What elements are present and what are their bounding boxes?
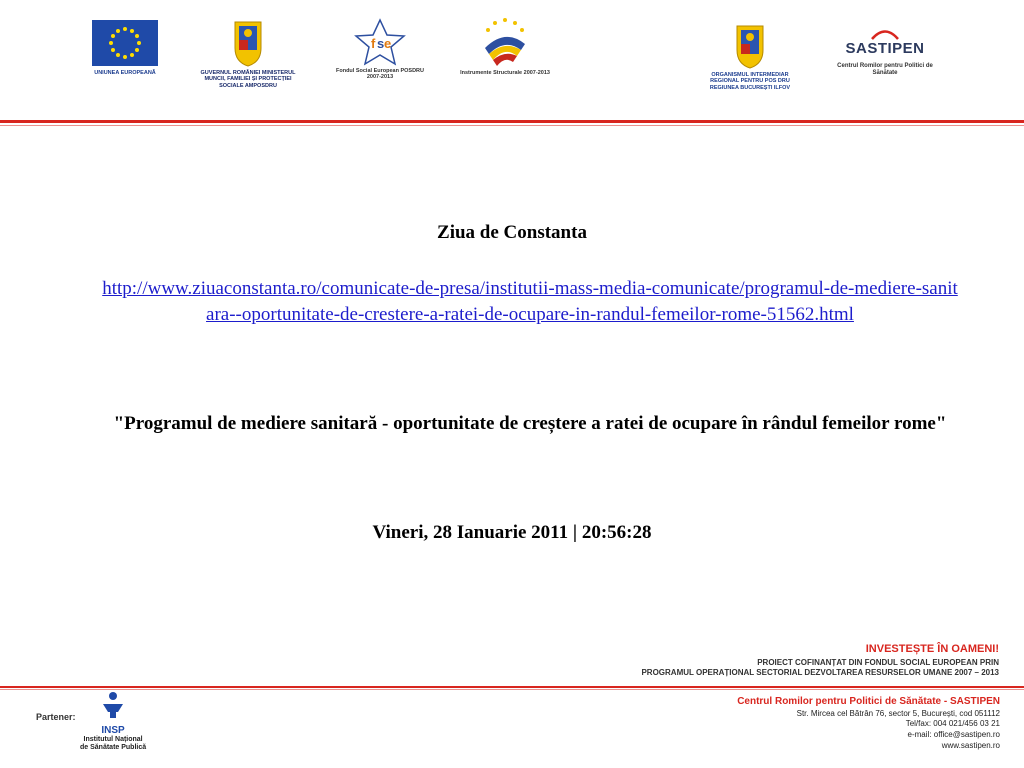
fse-star-icon	[352, 18, 408, 66]
svg-text:s: s	[377, 36, 385, 51]
article-dateline: Vineri, 28 Ianuarie 2011 | 20:56:28	[372, 522, 652, 543]
insp-name-1: Institutul Național	[83, 736, 143, 743]
regional-crest-logo	[700, 22, 800, 91]
article-quote: "Programul de mediere sanitară - oportunitate de creștere a ratei de ocupare în rândul femeilor rome"	[113, 413, 947, 434]
partner-label: Partener:	[36, 712, 76, 722]
contact-email[interactable]: e-mail: office@sastipen.ro	[907, 730, 1000, 740]
eu-flag-icon	[92, 20, 158, 66]
ministry-caption: GUVERNUL ROMÂNIEI MINISTERUL MUNCII, FAMILIEI ȘI PROTECȚIEI SOCIALE AMPOSDRU	[200, 70, 296, 89]
sastipen-logo	[835, 26, 935, 77]
regional-coat-of-arms-icon	[731, 22, 769, 70]
insp-acronym: INSP	[101, 725, 125, 736]
bottom-divider	[0, 686, 1024, 688]
source-title: Ziua de Constanta	[437, 222, 587, 243]
article-link[interactable]: http://www.ziuaconstanta.ro/comunicate-de-presa/institutii-mass-media-comunicate/programul-de-mediere-sanitara--oportunitate-de-crestere-a-ratei-de-ocupare-in-randul-femeilor-rome-51562.html	[102, 278, 958, 325]
eu-flag-logo	[80, 20, 170, 76]
structural-instruments-logo	[460, 14, 550, 76]
invest-slogan: INVESTEȘTE ÎN OAMENI!	[865, 643, 999, 655]
contact-block	[737, 695, 1000, 752]
coat-of-arms-icon	[229, 18, 267, 68]
contact-name: Centrul Romilor pentru Politici de Sănătate - SASTIPEN	[737, 696, 1000, 707]
bottom-divider-thin	[0, 689, 1024, 690]
regional-caption: ORGANISMUL INTERMEDIAR REGIONAL PENTRU POS DRU REGIUNEA BUCUREȘTI ILFOV	[709, 72, 791, 91]
svg-text:f: f	[371, 36, 376, 51]
fse-caption: Fondul Social European POSDRU 2007-2013	[335, 68, 424, 81]
svg-text:e: e	[384, 36, 392, 51]
project-line-2: PROGRAMUL OPERAȚIONAL SECTORIAL DEZVOLTAREA RESURSELOR UMANE 2007 – 2013	[641, 667, 999, 677]
contact-telfax: Tel/fax: 004 021/456 03 21	[905, 719, 1000, 729]
structural-instruments-caption: Instrumente Structurale 2007-2013	[460, 70, 550, 76]
sastipen-wordmark: SASTIPEN	[845, 40, 925, 57]
eu-caption: UNIUNEA EUROPEANĂ	[94, 70, 156, 76]
ministry-crest-logo	[198, 18, 298, 89]
sastipen-caption: Centrul Romilor pentru Politici de Sănătate	[837, 63, 933, 77]
insp-figure-icon	[96, 690, 130, 720]
project-line-1: PROIECT COFINANȚAT DIN FONDUL SOCIAL EUROPEAN PRIN	[757, 658, 999, 668]
contact-web[interactable]: www.sastipen.ro	[941, 740, 1000, 750]
invest-block	[641, 643, 999, 677]
fse-logo	[335, 18, 425, 81]
structural-instruments-icon	[475, 14, 535, 70]
insp-logo	[80, 690, 146, 753]
sastipen-arc-icon	[870, 26, 900, 40]
top-divider-thin	[0, 125, 1024, 126]
insp-name-2: de Sănătate Publică	[80, 744, 147, 752]
top-divider	[0, 120, 1024, 123]
contact-address: Str. Mircea cel Bătrân 76, sector 5, București, cod 051112	[796, 708, 1000, 718]
